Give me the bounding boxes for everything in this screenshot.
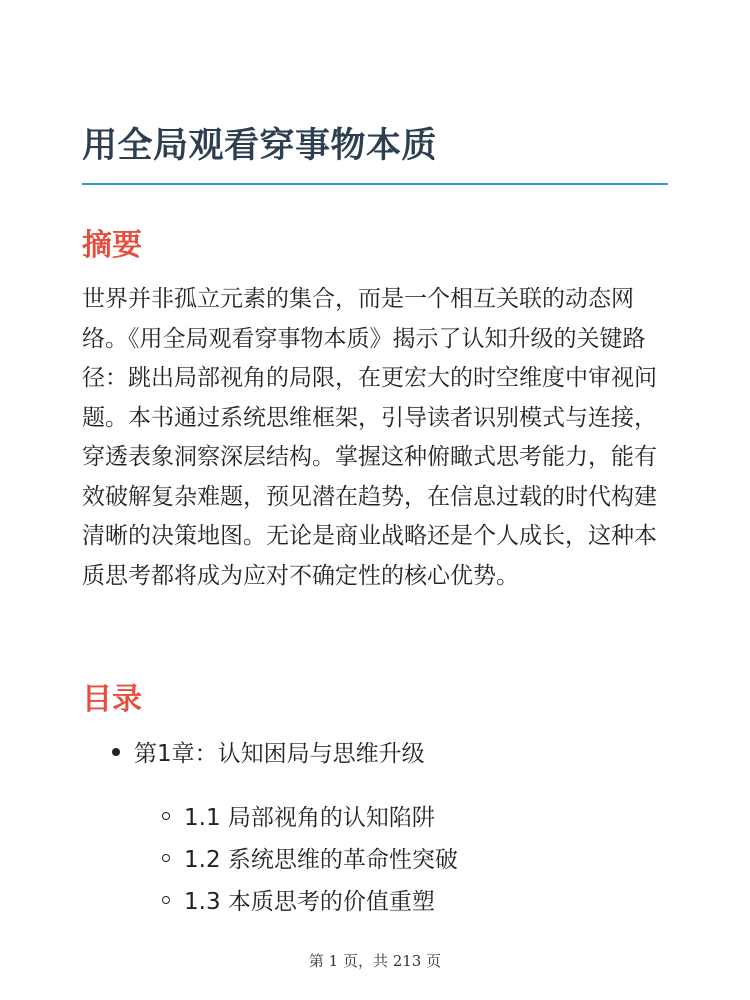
toc-chapter-1 <box>112 735 425 768</box>
toc-heading: 目录 <box>82 682 142 717</box>
abstract-body: 世界并非孤立元素的集合，而是一个相互关联的动态网络。《用全局观看穿事物本质》揭示了认知升级的关键路径：跳出局部视角的局限，在更宏大的时空维度中审视问题。本书通过系统思维框架，引导读者识别模式与连接，穿透表象洞察深层结构。掌握这种俯瞰式思考能力，能有效破解复杂难题，预见潜在趋势，在信息过载的时代构建清晰的决策地图。无论是商业战略还是个人成长，这种本质思考都将成为应对不确定性的核心优势。 <box>82 286 657 589</box>
toc-section-label: 1.2 系统思维的革命性突破 <box>184 847 458 873</box>
document-title: 用全局观看穿事物本质 <box>82 126 438 166</box>
abstract-heading: 摘要 <box>82 228 142 263</box>
toc-chapter-label: 第1章：认知困局与思维升级 <box>134 741 425 767</box>
toc-section-1-1 <box>162 799 435 832</box>
toc-section-1-2 <box>162 841 458 874</box>
toc-section-label: 1.3 本质思考的价值重塑 <box>184 889 435 915</box>
bullet-circle-icon <box>162 812 170 820</box>
page-footer: 第 1 页，共 213 页 <box>308 952 442 970</box>
bullet-circle-icon <box>162 854 170 862</box>
title-divider <box>82 183 668 185</box>
toc-section-1-3 <box>162 883 435 916</box>
toc-section-label: 1.1 局部视角的认知陷阱 <box>184 805 435 831</box>
bullet-circle-icon <box>162 896 170 904</box>
bullet-disc-icon <box>112 748 120 756</box>
